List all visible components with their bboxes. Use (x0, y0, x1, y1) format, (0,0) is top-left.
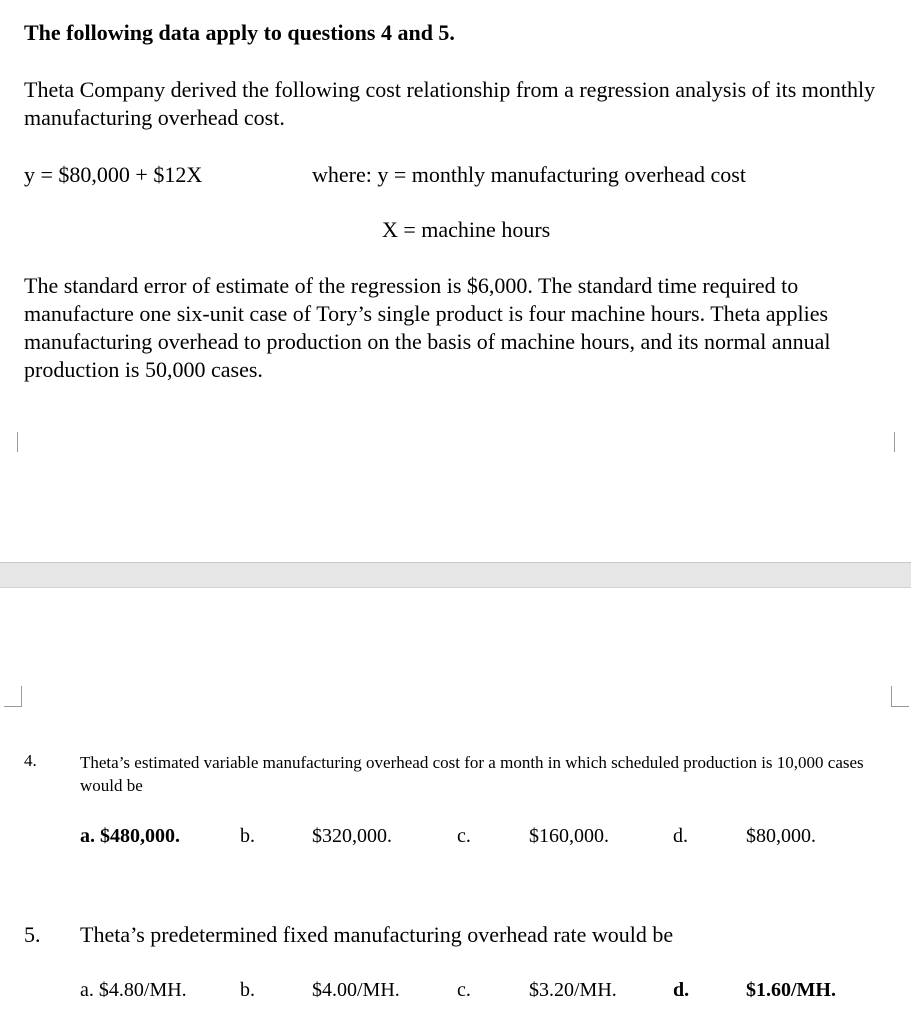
standard-error-paragraph: The standard error of estimate of the regression is $6,000. The standard time required to manufacture one six-unit case of Tory’s single product is four machine hours. Theta applies manufacturing overhead to production on the basis of machine hours, and its normal annual production is 50,000 cases. (24, 273, 831, 382)
question-4-text: Theta’s estimated variable manufacturing overhead cost for a month in which scheduled production is 10,000 cases would be (80, 753, 864, 795)
question-5-number: 5. (24, 922, 41, 947)
section-heading: The following data apply to questions 4 and 5. (24, 20, 455, 45)
question-4-number: 4. (24, 751, 37, 770)
page-corner-mark-bottom-right (891, 686, 909, 707)
q5-option-d-value: $1.60/MH. (746, 979, 836, 1001)
q5-option-a (80, 979, 187, 1002)
q4-option-a-value: $480,000. (100, 825, 180, 847)
q4-option-b-value: $320,000. (312, 825, 392, 847)
q5-option-c-value: $3.20/MH. (529, 979, 617, 1001)
q4-option-a (80, 825, 180, 848)
where-x-definition: X = machine hours (382, 217, 551, 242)
q5-option-a-value: $4.80/MH. (98, 979, 187, 1001)
q5-option-b-label: b. (240, 979, 255, 1001)
q4-option-d-label: d. (673, 825, 688, 847)
q4-option-c-value: $160,000. (529, 825, 609, 847)
intro-paragraph: Theta Company derived the following cost relationship from a regression analysis of its monthly manufacturing overhead cost. (24, 77, 876, 130)
page-corner-mark-bottom-left (4, 686, 22, 707)
question-5-text: Theta’s predetermined fixed manufacturing overhead rate would be (80, 922, 674, 947)
q5-option-a-label: a. (80, 979, 94, 1001)
page-break-separator (0, 562, 911, 588)
regression-equation: y = $80,000 + $12X (24, 162, 203, 187)
q5-option-d-label: d. (673, 979, 690, 1001)
where-y-definition: where: y = monthly manufacturing overhead cost (312, 162, 746, 187)
page-corner-mark-top-right (894, 432, 895, 452)
q5-option-b-value: $4.00/MH. (312, 979, 400, 1001)
q4-option-b-label: b. (240, 825, 255, 847)
q4-option-d-value: $80,000. (746, 825, 816, 847)
q4-option-c-label: c. (457, 825, 471, 847)
q5-option-c-label: c. (457, 979, 471, 1001)
page-corner-mark-top-left (17, 432, 18, 452)
q4-option-a-label: a. (80, 825, 95, 847)
